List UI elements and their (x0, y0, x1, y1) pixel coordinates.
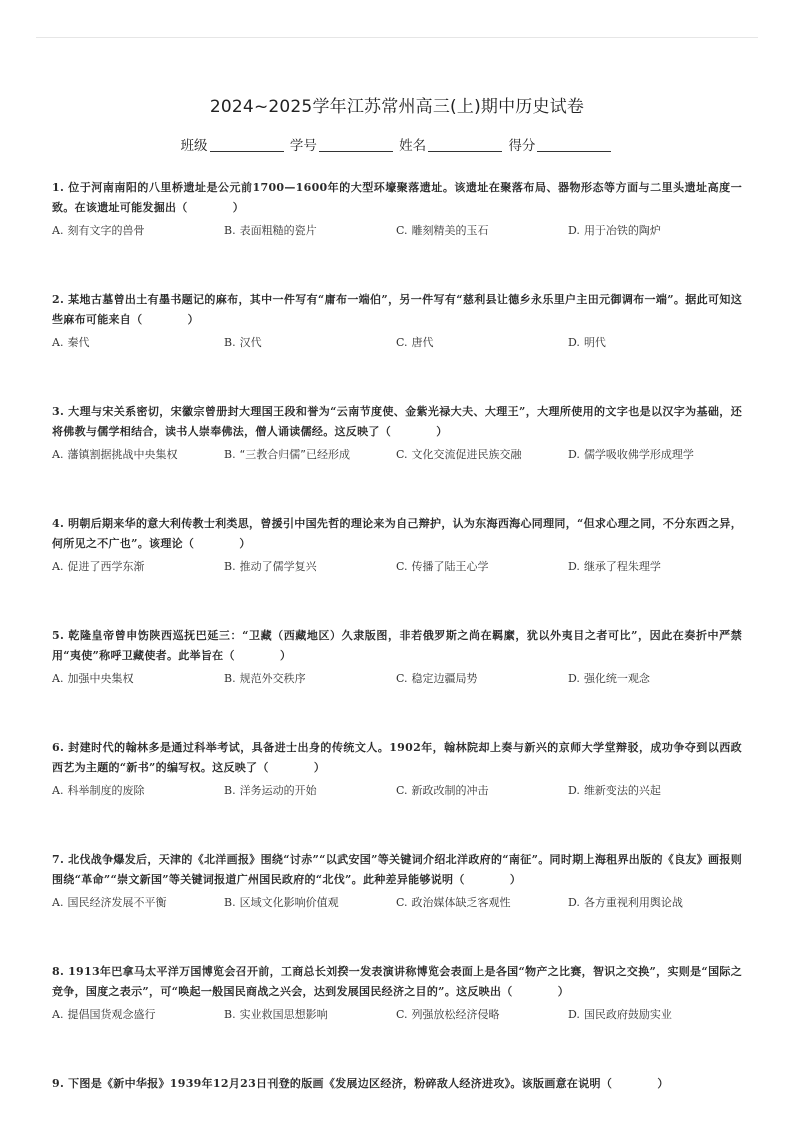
option-letter: D. (568, 224, 580, 237)
question-item (52, 1074, 742, 1094)
option-text: 推动了儒学复兴 (239, 560, 317, 573)
page-title: 2024~2025学年江苏常州高三(上)期中历史试卷 (209, 97, 585, 117)
answer-option[interactable] (568, 782, 740, 800)
option-text: 区域文化影响价值观 (239, 896, 339, 909)
question-text: 封建时代的翰林多是通过科举考试，具备进士出身的传统文人。1902年，翰林院却上奏与新兴的京师大学堂辩驳，成功争夺到以西政西艺为主题的“新书”的编写权。这反映了（ ） (52, 741, 742, 774)
option-letter: B. (224, 1008, 236, 1021)
option-letter: C. (396, 896, 408, 909)
question-stem (52, 178, 742, 218)
answer-options (52, 446, 742, 464)
option-letter: A. (52, 448, 64, 461)
answer-option[interactable] (568, 558, 740, 576)
answer-options (52, 1006, 742, 1024)
answer-option[interactable] (52, 1006, 224, 1024)
answer-option[interactable] (224, 222, 396, 240)
answer-option[interactable] (396, 782, 568, 800)
answer-option[interactable] (396, 1006, 568, 1024)
question-stem (52, 850, 742, 890)
answer-option[interactable] (568, 222, 740, 240)
student-info-line (0, 134, 794, 154)
answer-options (52, 222, 742, 240)
option-text: 实业救国思想影响 (239, 1008, 328, 1021)
option-letter: D. (568, 896, 580, 909)
answer-option[interactable] (568, 894, 740, 912)
question-text: 位于河南南阳的八里桥遗址是公元前1700—1600年的大型环壕聚落遗址。该遗址在聚落布局、器物形态等方面与二里头遗址高度一致。在该遗址可能发掘出（ ） (52, 181, 742, 214)
question-list (52, 178, 742, 1094)
option-text: 用于冶铁的陶炉 (583, 224, 661, 237)
question-number: 4. (52, 517, 65, 530)
answer-options (52, 894, 742, 912)
answer-option[interactable] (52, 782, 224, 800)
question-text: 下图是《新中华报》1939年12月23日刊登的版画《发展边区经济，粉碎敌人经济进攻》。该版画意在说明（ ） (68, 1077, 669, 1090)
answer-option[interactable] (568, 446, 740, 464)
answer-option[interactable] (224, 894, 396, 912)
option-letter: B. (224, 672, 236, 685)
answer-option[interactable] (52, 334, 224, 352)
option-letter: A. (52, 784, 64, 797)
question-text: 1913年巴拿马太平洋万国博览会召开前，工商总长刘揆一发表演讲称博览会表面上是各国“物产之比赛，智识之交换”，实则是“国际之竞争，国度之表示”，可“唤起一般国民商战之兴会，达到发展国民经济之目的”。这反映出（ ） (52, 965, 742, 998)
question-text: 大理与宋关系密切，宋徽宗曾册封大理国王段和誉为“云南节度使、金紫光禄大夫、大理王”，大理所使用的文字也是以汉字为基础，还将佛教与儒学相结合，读书人崇奉佛法，僧人诵读儒经。这反映了（ ） (52, 405, 742, 438)
option-letter: C. (396, 672, 408, 685)
answer-options (52, 334, 742, 352)
answer-option[interactable] (568, 1006, 740, 1024)
question-number: 2. (52, 293, 65, 306)
option-letter: A. (52, 560, 64, 573)
question-number: 1. (52, 181, 65, 194)
question-item (52, 850, 742, 912)
option-letter: D. (568, 336, 580, 349)
score-label: 得分 (508, 138, 536, 154)
question-stem (52, 626, 742, 666)
answer-option[interactable] (224, 446, 396, 464)
option-text: 儒学吸收佛学形成理学 (583, 448, 694, 461)
option-letter: C. (396, 336, 408, 349)
id-blank[interactable] (319, 151, 393, 152)
answer-option[interactable] (396, 334, 568, 352)
answer-option[interactable] (52, 670, 224, 688)
option-letter: B. (224, 784, 236, 797)
answer-option[interactable] (224, 334, 396, 352)
option-letter: C. (396, 1008, 408, 1021)
question-number: 5. (52, 629, 65, 642)
option-text: “三教合归儒”已经形成 (239, 448, 350, 461)
id-label: 学号 (289, 138, 317, 154)
option-letter: D. (568, 448, 580, 461)
question-number: 8. (52, 965, 65, 978)
answer-option[interactable] (396, 446, 568, 464)
question-stem (52, 738, 742, 778)
question-item (52, 514, 742, 576)
answer-option[interactable] (224, 1006, 396, 1024)
question-text: 某地古墓曾出土有墨书题记的麻布，其中一件写有“庸布一端伯”，另一件写有“慈利县让德乡永乐里户主田元御调布一端”。据此可知这些麻布可能来自（ ） (52, 293, 742, 326)
answer-option[interactable] (52, 222, 224, 240)
option-letter: A. (52, 224, 64, 237)
option-text: 表面粗糙的瓷片 (239, 224, 317, 237)
option-text: 唐代 (411, 336, 434, 349)
answer-option[interactable] (224, 558, 396, 576)
option-text: 政治媒体缺乏客观性 (411, 896, 511, 909)
question-number: 6. (52, 741, 65, 754)
option-text: 科举制度的废除 (67, 784, 145, 797)
question-stem (52, 1074, 742, 1094)
option-letter: C. (396, 560, 408, 573)
option-text: 藩镇割据挑战中央集权 (67, 448, 178, 461)
option-text: 秦代 (67, 336, 90, 349)
option-text: 强化统一观念 (583, 672, 650, 685)
question-stem (52, 514, 742, 554)
option-text: 列强放松经济侵略 (411, 1008, 500, 1021)
name-label: 姓名 (399, 138, 427, 154)
option-letter: A. (52, 672, 64, 685)
option-letter: B. (224, 560, 236, 573)
option-letter: B. (224, 896, 236, 909)
option-letter: C. (396, 448, 408, 461)
answer-options (52, 558, 742, 576)
answer-option[interactable] (396, 222, 568, 240)
answer-option[interactable] (396, 894, 568, 912)
option-text: 文化交流促进民族交融 (411, 448, 522, 461)
option-text: 稳定边疆局势 (411, 672, 478, 685)
answer-option[interactable] (396, 670, 568, 688)
question-text: 乾隆皇帝曾申饬陕西巡抚巴延三：“卫藏（西藏地区）久隶版图，非若俄罗斯之尚在羁縻，犹以外夷目之者可比”，因此在奏折中严禁用“夷使”称呼卫藏使者。此举旨在（ ） (52, 629, 742, 662)
answer-option[interactable] (52, 446, 224, 464)
option-letter: A. (52, 896, 64, 909)
question-item (52, 178, 742, 240)
answer-option[interactable] (52, 894, 224, 912)
option-letter: D. (568, 560, 580, 573)
option-text: 刻有文字的兽骨 (67, 224, 145, 237)
option-text: 明代 (583, 336, 606, 349)
option-text: 各方重视利用舆论战 (583, 896, 683, 909)
option-letter: B. (224, 336, 236, 349)
option-letter: B. (224, 224, 236, 237)
option-text: 新政改制的冲击 (411, 784, 489, 797)
question-item (52, 962, 742, 1024)
answer-option[interactable] (568, 670, 740, 688)
option-text: 提倡国货观念盛行 (67, 1008, 156, 1021)
question-number: 7. (52, 853, 65, 866)
question-stem (52, 290, 742, 330)
option-letter: D. (568, 672, 580, 685)
question-stem (52, 962, 742, 1002)
answer-option[interactable] (224, 670, 396, 688)
question-item (52, 626, 742, 688)
option-text: 汉代 (239, 336, 262, 349)
option-text: 国民政府鼓励实业 (583, 1008, 672, 1021)
option-text: 加强中央集权 (67, 672, 134, 685)
score-blank[interactable] (537, 151, 611, 152)
option-text: 规范外交秩序 (239, 672, 306, 685)
option-text: 洋务运动的开始 (239, 784, 317, 797)
answer-option[interactable] (52, 558, 224, 576)
question-number: 9. (52, 1077, 65, 1090)
option-text: 促进了西学东渐 (67, 560, 145, 573)
option-letter: D. (568, 784, 580, 797)
top-divider (36, 37, 758, 38)
answer-option[interactable] (568, 334, 740, 352)
question-item (52, 402, 742, 464)
option-letter: C. (396, 784, 408, 797)
question-item (52, 290, 742, 352)
option-text: 国民经济发展不平衡 (67, 896, 167, 909)
class-blank[interactable] (210, 151, 284, 152)
answer-options (52, 782, 742, 800)
answer-option[interactable] (224, 782, 396, 800)
option-text: 继承了程朱理学 (583, 560, 661, 573)
option-text: 维新变法的兴起 (583, 784, 661, 797)
answer-option[interactable] (396, 558, 568, 576)
question-text: 北伐战争爆发后，天津的《北洋画报》围绕“讨赤”“以武安国”等关键词介绍北洋政府的“南征”。同时期上海租界出版的《良友》画报则围绕“革命”“崇文新国”等关键词报道广州国民政府的“北伐”。此种差异能够说明（ ） (52, 853, 742, 886)
option-letter: B. (224, 448, 236, 461)
option-letter: A. (52, 336, 64, 349)
class-label: 班级 (180, 138, 208, 154)
option-letter: D. (568, 1008, 580, 1021)
question-text: 明朝后期来华的意大利传教士利类思，曾援引中国先哲的理论来为自己辩护，认为东海西海心同理同，“但求心理之同，不分东西之异，何所见之不广也”。该理论（ ） (52, 517, 742, 550)
option-text: 传播了陆王心学 (411, 560, 489, 573)
answer-options (52, 670, 742, 688)
question-item (52, 738, 742, 800)
option-letter: C. (396, 224, 408, 237)
name-blank[interactable] (428, 151, 502, 152)
question-number: 3. (52, 405, 65, 418)
option-letter: A. (52, 1008, 64, 1021)
question-stem (52, 402, 742, 442)
option-text: 雕刻精美的玉石 (411, 224, 489, 237)
